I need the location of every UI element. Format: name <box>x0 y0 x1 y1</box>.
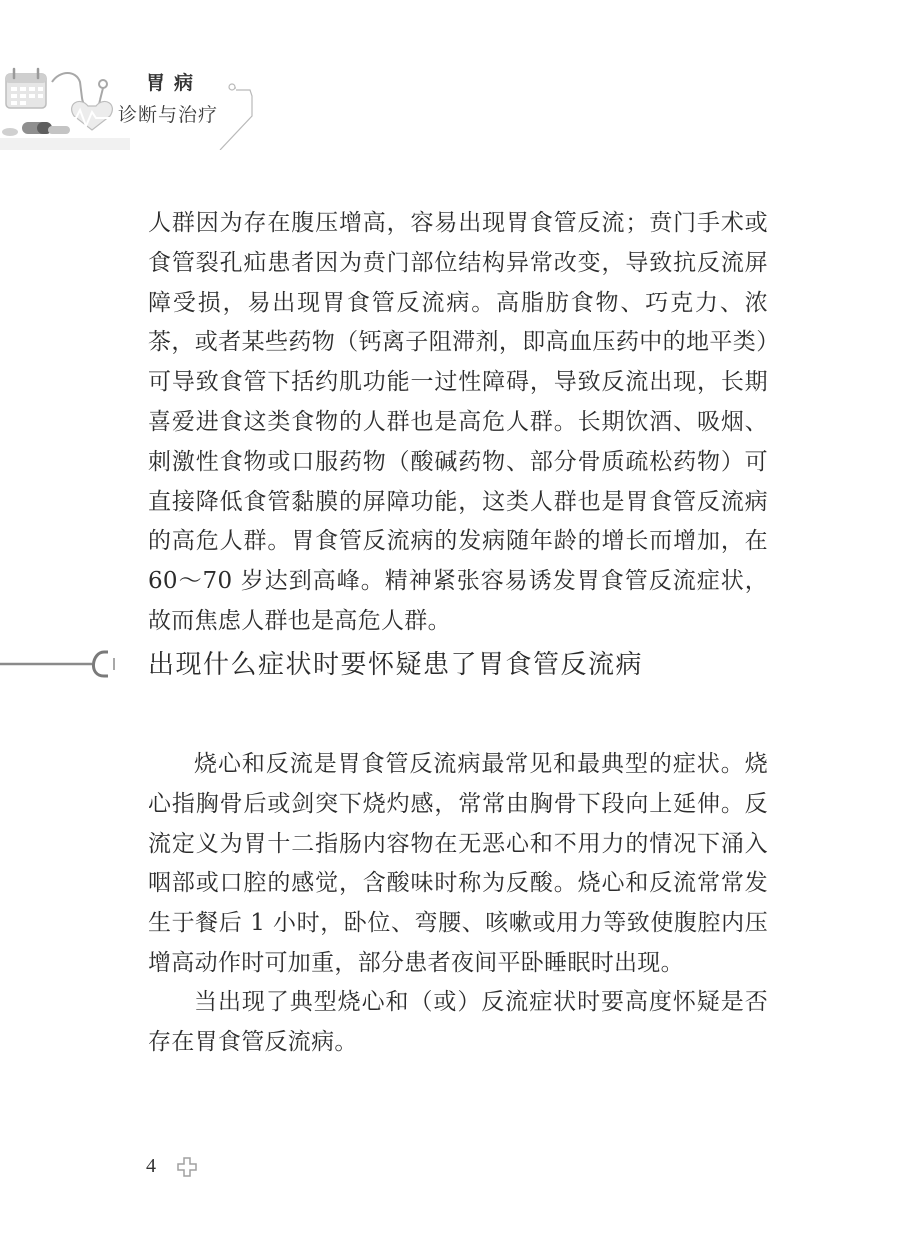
heart-icon <box>60 101 112 130</box>
pills-icon <box>2 122 70 136</box>
body-paragraph-2: 烧心和反流是胃食管反流病最常见和最典型的症状。烧心指胸骨后或剑突下烧灼感，常常由胸骨下段向上延伸。反流定义为胃十二指肠内容物在无恶心和不用力的情况下涌入咽部或口腔的感觉，含酸味时称为反酸。烧心和反流常常发生于餐后 1 小时，卧位、弯腰、咳嗽或用力等致使腹腔内压增高动作时可加重，部分患者夜间平卧睡眠时出现。 <box>148 751 768 976</box>
cross-icon <box>176 1156 198 1178</box>
body-paragraph-1: 人群因为存在腹压增高，容易出现胃食管反流；贲门手术或食管裂孔疝患者因为贲门部位结构异常改变，导致抗反流屏障受损，易出现胃食管反流病。高脂肪食物、巧克力、浓茶，或者某些药物（钙离子阻滞剂，即高血压药中的地平类）可导致食管下括约肌功能一过性障碍，导致反流出现，长期喜爱进食这类食物的人群也是高危人群。长期饮酒、吸烟、刺激性食物或口服药物（酸碱药物、部分骨质疏松药物）可直接降低食管黏膜的屏障功能，这类人群也是胃食管反流病的高危人群。胃食管反流病的发病随年龄的增长而增加，在 60～70 岁达到高峰。精神紧张容易诱发胃食管反流症状，故而焦虑人群也是高危人群。 <box>148 210 768 634</box>
body-paragraph-3: 当出现了典型烧心和（或）反流症状时要高度怀疑是否存在胃食管反流病。 <box>148 989 768 1055</box>
section-heading-text: 出现什么症状时要怀疑患了胃食管反流病 <box>148 650 644 680</box>
section-heading <box>0 640 900 690</box>
calendar-icon <box>6 69 46 108</box>
section-heading-line-icon <box>0 640 140 690</box>
header-lines <box>220 84 252 150</box>
running-header-title: 胃病 <box>146 72 203 94</box>
running-header-subtitle: 诊断与治疗 <box>118 104 219 126</box>
page-number: 4 <box>146 1155 156 1177</box>
